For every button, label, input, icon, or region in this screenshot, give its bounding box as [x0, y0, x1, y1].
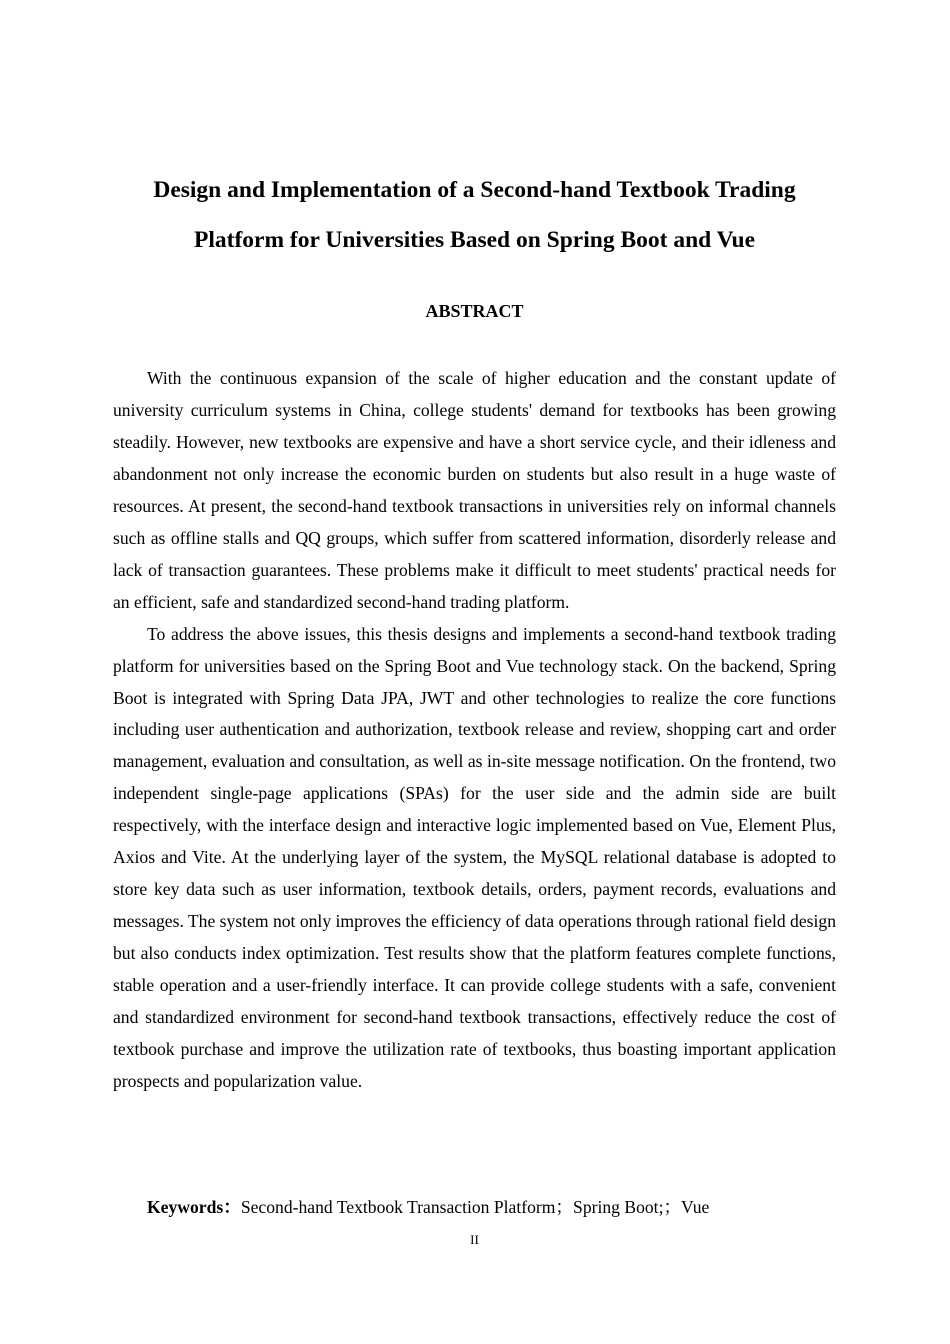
paper-title-line-1: Design and Implementation of a Second-hand Textbook Trading [153, 177, 796, 203]
abstract-heading: ABSTRACT [425, 301, 524, 321]
keywords-label: Keywords： [147, 1197, 241, 1217]
abstract-paragraph-2: To address the above issues, this thesis designs and implements a second-hand textbook trading platform for universities based on the Spring Boot and Vue technology stack. On the backend, Spring Boot is integrated with Spring Data JPA, JWT and other technologies to realize the core functions including user authentication and authorization, textbook release and review, shopping cart and order management, evaluation and consultation, as well as in-site message notification. On the frontend, two independent single-page applications (SPAs) for the user side and the admin side are built respectively, with the interface design and interactive logic implemented based on Vue, Element Plus, Axios and Vite. At the underlying layer of the system, the MySQL relational database is adopted to store key data such as user information, textbook details, orders, payment records, evaluations and messages. The system not only improves the efficiency of data operations through rational field design but also conducts index optimization. Test results show that the platform features complete functions, stable operation and a user-friendly interface. It can provide college students with a safe, convenient and standardized environment for second-hand textbook transactions, effectively reduce the cost of textbook purchase and improve the utilization rate of textbooks, thus boasting important application prospects and popularization value. [113, 623, 836, 1091]
paper-title-line-2: Platform for Universities Based on Spring Boot and Vue [194, 227, 755, 253]
paper-title [113, 165, 836, 265]
page-number: II [470, 1232, 479, 1247]
abstract-body [113, 363, 836, 1098]
keywords-line [147, 1192, 836, 1223]
keywords-value: Second-hand Textbook Transaction Platform；Spring Boot;；Vue [240, 1197, 710, 1217]
abstract-paragraph-1: With the continuous expansion of the scale of higher education and the constant update of university curriculum systems in China, college students' demand for textbooks has been growing steadily. However, new textbooks are expensive and have a short service cycle, and their idleness and abandonment not only increase the economic burden on students but also result in a huge waste of resources. At present, the second-hand textbook transactions in universities rely on informal channels such as offline stalls and QQ groups, which suffer from scattered information, disorderly release and lack of transaction guarantees. These problems make it difficult to meet students' practical needs for an efficient, safe and standardized second-hand trading platform. [113, 368, 836, 612]
